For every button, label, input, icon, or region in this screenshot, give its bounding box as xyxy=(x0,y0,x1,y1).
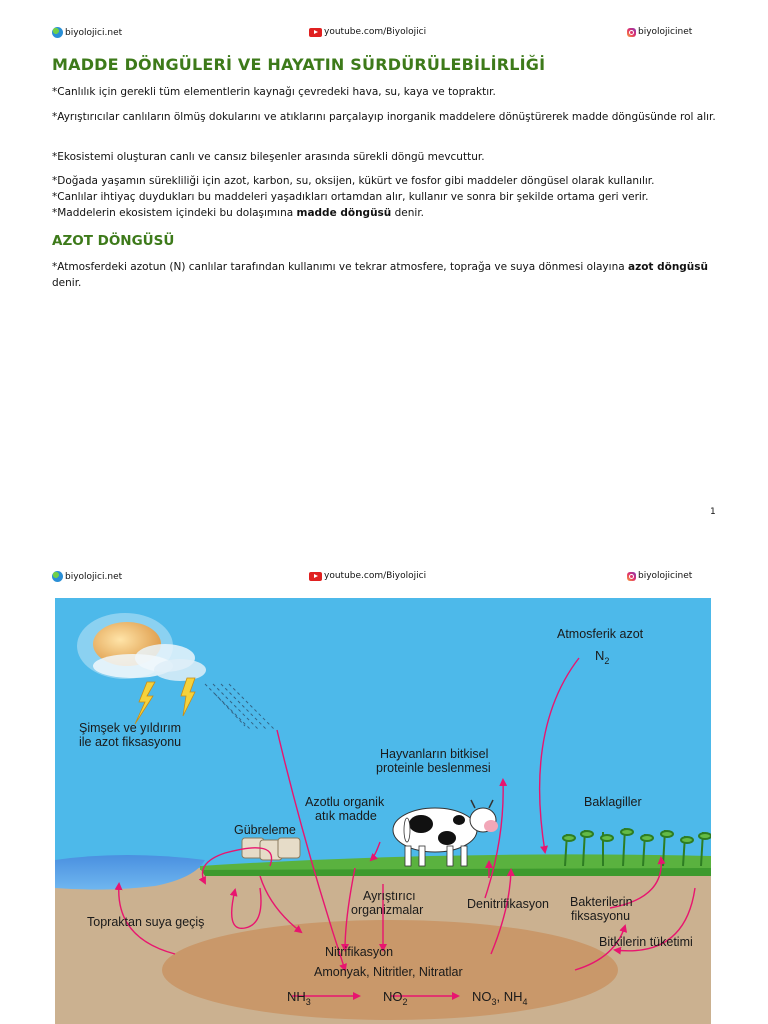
label-no3-nh4: $NO_3$, $NH_4$ xyxy=(472,989,528,1007)
label-denitrification: Denitrifikasyon xyxy=(467,897,549,911)
youtube-icon xyxy=(309,572,322,581)
label-bacteria-2: fiksasyonu xyxy=(571,909,631,923)
label-organic-2: atık madde xyxy=(315,809,377,823)
paragraph-nitrogen-cycle-definition: *Atmosferdeki azotun (N) canlılar tarafından kullanımı ve tekrar atmosfere, toprağa ve suya dönmesi olayına azot döngüsü denir. xyxy=(52,261,709,289)
label-atmospheric-nitrogen: Atmosferik azot xyxy=(557,627,644,641)
paragraph-organisms-use: *Canlılar ihtiyaç duydukları bu maddeleri yaşadıkları ortamdan alır, kullanır ve sonra bir şekilde ortama geri verir. xyxy=(52,191,649,203)
label-plant-consumption: Bitkilerin tüketimi xyxy=(599,935,693,949)
label-nitrification: Nitrifikasyon xyxy=(325,945,394,959)
label-bacteria-1: Bakterilerin xyxy=(570,895,633,909)
instagram-icon xyxy=(627,28,636,37)
term-matter-cycle: madde döngüsü xyxy=(296,207,392,219)
label-animal-1: Hayvanların bitkisel xyxy=(380,747,489,761)
label-legumes: Baklagiller xyxy=(584,795,642,809)
instagram-link[interactable]: biyolojicinet xyxy=(627,571,692,581)
youtube-icon xyxy=(309,28,322,37)
label-animal-2: proteinle beslenmesi xyxy=(376,761,491,775)
globe-icon xyxy=(52,571,63,582)
label-lightning-2: ile azot fiksasyonu xyxy=(79,735,182,749)
youtube-link[interactable]: youtube.com/Biyolojici xyxy=(309,27,426,37)
site-link[interactable]: biyolojici.net xyxy=(52,27,122,38)
globe-icon xyxy=(52,27,63,38)
section-heading-nitrogen-cycle: AZOT DÖNGÜSÜ xyxy=(52,233,175,249)
nitrogen-cycle-diagram xyxy=(55,598,711,1024)
page-header xyxy=(52,27,692,41)
label-no2: $NO_2$ xyxy=(383,989,408,1007)
paragraph-ecosystem-cycle: *Ekosistemi oluşturan canlı ve cansız bileşenler arasında sürekli döngü mevcuttur. xyxy=(52,151,485,163)
instagram-link[interactable]: biyolojicinet xyxy=(627,27,692,37)
label-fertilizer: Gübreleme xyxy=(234,823,296,837)
page-title: MADDE DÖNGÜLERİ VE HAYATIN SÜRDÜRÜLEBİLİRLİĞİ xyxy=(52,55,546,74)
paragraph-elements-source: *Canlılık için gerekli tüm elementlerin kaynağı çevredeki hava, su, kaya ve topraktır. xyxy=(52,86,496,98)
label-decomposer-2: organizmalar xyxy=(351,903,424,917)
label-compounds: Amonyak, Nitritler, Nitratlar xyxy=(314,965,463,979)
label-organic-1: Azotlu organik xyxy=(305,795,385,809)
label-decomposer-1: Ayrıştırıcı xyxy=(363,889,416,903)
instagram-icon xyxy=(627,572,636,581)
paragraph-matter-cycle-definition: *Maddelerin ekosistem içindeki bu dolaşımına madde döngüsü denir. xyxy=(52,207,425,219)
label-lightning-1: Şimşek ve yıldırım xyxy=(79,721,182,735)
paragraph-cyclic-elements: *Doğada yaşamın sürekliliği için azot, karbon, su, oksijen, kükürt ve fosfor gibi maddeler döngüsel olarak kullanılır. xyxy=(52,175,655,187)
page-header xyxy=(52,571,692,585)
label-soil-to-water: Topraktan suya geçiş xyxy=(87,915,205,929)
page-gap xyxy=(0,526,768,556)
label-n2: $N_2$ xyxy=(595,648,610,666)
site-link[interactable]: biyolojici.net xyxy=(52,571,122,582)
term-nitrogen-cycle: azot döngüsü xyxy=(628,261,709,273)
paragraph-decomposers: *Ayrıştırıcılar canlıların ölmüş dokularını ve atıklarını parçalayıp inorganik maddelere dönüştürerek madde döngüsünde rol alır. xyxy=(52,111,716,123)
youtube-link[interactable]: youtube.com/Biyolojici xyxy=(309,571,426,581)
label-nh3: $NH_3$ xyxy=(287,989,311,1007)
page-2 xyxy=(0,528,768,1024)
page-number: 1 xyxy=(710,507,716,517)
